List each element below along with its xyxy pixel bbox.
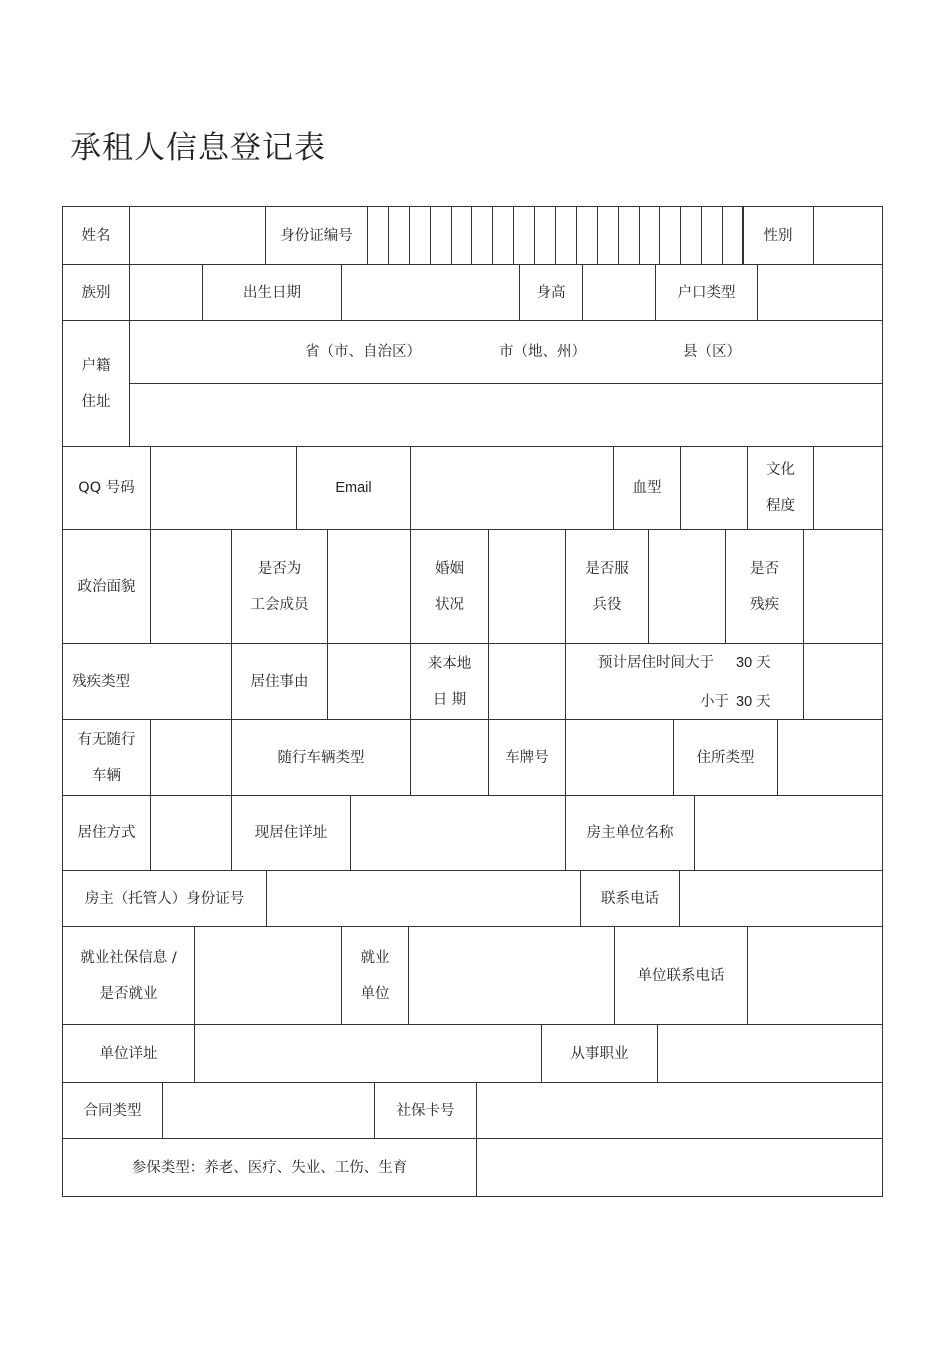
label-disabled-line1: 是否: [750, 560, 779, 577]
label-vehicle-line1: 有无随行: [77, 731, 136, 748]
input-political[interactable]: [150, 529, 232, 644]
label-blood-type: 血型: [613, 446, 681, 530]
input-employer-phone[interactable]: [747, 926, 883, 1025]
id-digit-box[interactable]: [597, 206, 619, 265]
input-hukou-type[interactable]: [757, 264, 883, 321]
label-gender: 性别: [742, 206, 814, 265]
label-employer-address: 单位详址: [62, 1024, 195, 1083]
label-political: 政治面貌: [62, 529, 151, 644]
input-gender[interactable]: [813, 206, 883, 265]
label-education: [747, 446, 814, 530]
input-living-method[interactable]: [150, 795, 232, 871]
input-height[interactable]: [582, 264, 656, 321]
id-digit-box[interactable]: [534, 206, 556, 265]
label-employment: [62, 926, 195, 1025]
label-id-number: 身份证编号: [265, 206, 368, 265]
input-email[interactable]: [410, 446, 614, 530]
label-hukou-type: 户口类型: [655, 264, 758, 321]
label-marriage-line1: 婚姻: [435, 560, 464, 577]
id-digit-box[interactable]: [492, 206, 514, 265]
label-birth-date: 出生日期: [202, 264, 342, 321]
label-hukou-line2: 住址: [81, 393, 111, 410]
label-stay-less-days: 30 天: [736, 694, 771, 710]
label-disability-type-area: [62, 643, 232, 720]
label-disabled: [725, 529, 804, 644]
id-digit-box[interactable]: [639, 206, 661, 265]
id-digit-box[interactable]: [513, 206, 535, 265]
id-digit-box[interactable]: [555, 206, 577, 265]
label-arrival-line1: 来本地: [427, 655, 472, 672]
label-vehicle-type: 随行车辆类型: [231, 719, 411, 796]
label-arrival-line2: 日 期: [432, 691, 467, 708]
label-employer-phone: 单位联系电话: [614, 926, 748, 1025]
input-current-address[interactable]: [350, 795, 566, 871]
id-digit-box[interactable]: [701, 206, 723, 265]
label-contact-phone: 联系电话: [580, 870, 680, 927]
input-ethnicity[interactable]: [129, 264, 203, 321]
id-digit-box[interactable]: [367, 206, 389, 265]
id-digit-box[interactable]: [388, 206, 410, 265]
registration-form: [62, 206, 883, 1197]
label-height: 身高: [519, 264, 583, 321]
label-disability-type: 残疾类型: [72, 673, 130, 690]
label-landlord-unit: 房主单位名称: [565, 795, 695, 871]
label-plate: 车牌号: [488, 719, 566, 796]
input-arrival-date[interactable]: [488, 643, 566, 720]
input-military[interactable]: [648, 529, 726, 644]
id-digit-box[interactable]: [618, 206, 640, 265]
label-residence-reason: 居住事由: [231, 643, 328, 720]
input-marriage[interactable]: [488, 529, 566, 644]
label-current-address: 现居住详址: [231, 795, 351, 871]
id-digit-box[interactable]: [430, 206, 452, 265]
input-occupation[interactable]: [657, 1024, 883, 1083]
label-employer-line1: 就业: [360, 949, 390, 966]
label-email: Email: [296, 446, 411, 530]
label-vehicle: [62, 719, 151, 796]
label-union-line1: 是否为: [257, 560, 302, 577]
label-city: 市（地、州）: [499, 344, 586, 360]
input-stay-duration[interactable]: [803, 643, 883, 720]
label-marriage: [410, 529, 489, 644]
label-social-card: 社保卡号: [374, 1082, 477, 1139]
label-hukou-line1: 户籍: [81, 357, 111, 374]
input-birth-date[interactable]: [341, 264, 520, 321]
input-social-card[interactable]: [476, 1082, 883, 1139]
label-marriage-line2: 状况: [435, 596, 464, 613]
input-employment[interactable]: [194, 926, 342, 1025]
label-stay-more-days: 30 天: [736, 655, 771, 671]
label-landlord-id: 房主（托管人）身份证号: [62, 870, 267, 927]
label-vehicle-line2: 车辆: [92, 767, 121, 784]
label-education-line2: 程度: [766, 498, 795, 514]
input-landlord-id[interactable]: [266, 870, 581, 927]
input-contract-type[interactable]: [162, 1082, 375, 1139]
input-blood-type[interactable]: [680, 446, 748, 530]
label-disabled-line2: 残疾: [750, 596, 779, 613]
label-military: [565, 529, 649, 644]
label-arrival-date: [410, 643, 489, 720]
label-county: 县（区）: [683, 344, 741, 360]
id-digit-box[interactable]: [409, 206, 431, 265]
label-hukou-address: [62, 320, 130, 447]
input-employer[interactable]: [408, 926, 615, 1025]
hukou-region-line[interactable]: [129, 320, 883, 384]
input-contact-phone[interactable]: [679, 870, 883, 927]
label-stay-less: 小于: [700, 694, 729, 710]
label-stay-more: 预计居住时间大于: [598, 655, 714, 671]
input-insurance[interactable]: [476, 1138, 883, 1197]
page-title: 承租人信息登记表: [70, 130, 326, 166]
input-disabled[interactable]: [803, 529, 883, 644]
input-education[interactable]: [813, 446, 883, 530]
input-plate[interactable]: [565, 719, 674, 796]
label-ethnicity: 族别: [62, 264, 130, 321]
label-living-method: 居住方式: [62, 795, 151, 871]
label-occupation: 从事职业: [541, 1024, 658, 1083]
input-vehicle[interactable]: [150, 719, 232, 796]
id-digit-box[interactable]: [722, 206, 744, 265]
id-digit-box[interactable]: [576, 206, 598, 265]
label-employer-line2: 单位: [360, 985, 390, 1002]
label-employer: [341, 926, 409, 1025]
id-digit-box[interactable]: [471, 206, 493, 265]
input-dwelling-type[interactable]: [777, 719, 883, 796]
label-employment-line1: 就业社保信息 /: [80, 949, 177, 966]
input-union[interactable]: [327, 529, 411, 644]
input-residence-reason[interactable]: [327, 643, 411, 720]
input-employer-address[interactable]: [194, 1024, 542, 1083]
id-digit-box[interactable]: [451, 206, 473, 265]
label-name: 姓名: [62, 206, 130, 265]
label-dwelling-type: 住所类型: [673, 719, 778, 796]
input-landlord-unit[interactable]: [694, 795, 883, 871]
label-union: [231, 529, 328, 644]
input-name[interactable]: [129, 206, 266, 265]
label-employment-line2: 是否就业: [99, 985, 158, 1002]
input-hukou-detail[interactable]: [129, 383, 883, 447]
input-vehicle-type[interactable]: [410, 719, 489, 796]
stay-duration[interactable]: [565, 643, 804, 720]
label-contract-type: 合同类型: [62, 1082, 163, 1139]
label-military-line1: 是否服: [585, 560, 629, 577]
label-qq: QQ 号码: [62, 446, 151, 530]
label-province: 省（市、自治区）: [305, 344, 421, 360]
input-qq[interactable]: [150, 446, 297, 530]
label-military-line2: 兵役: [592, 596, 622, 613]
id-digit-box[interactable]: [659, 206, 681, 265]
label-union-line2: 工会成员: [250, 596, 309, 613]
label-education-line1: 文化: [766, 462, 795, 478]
id-digit-box[interactable]: [680, 206, 702, 265]
label-insurance: 参保类型：养老、医疗、失业、工伤、生育: [62, 1138, 477, 1197]
